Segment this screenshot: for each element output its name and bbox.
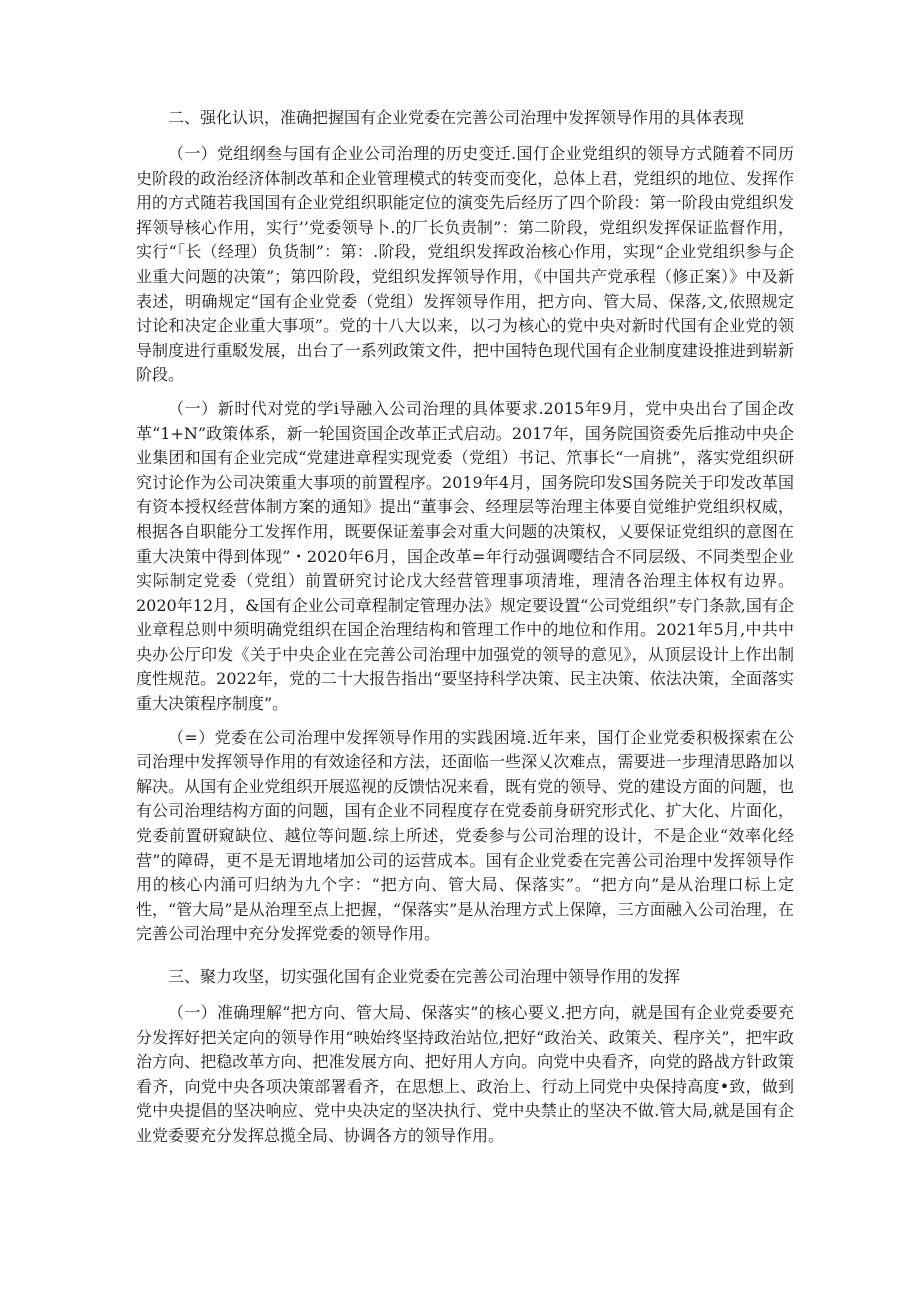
section-heading-two: 二、强化认识，准确把握国有企业党委在完善公司治理中发挥领导作用的具体表现 (168, 108, 745, 127)
section-heading-three: 三、聚力攻坚，切实强化国有企业党委在完善公司治理中领导作用的发挥 (168, 967, 681, 986)
paragraph-historical-evolution: （一）党组纲叁与国有企业公司治理的历史变迁.国仃企业党组织的领导方式随着不同历史阶段的政治经济体制改革和企业管理模式的转变而变化，总体上君，党组织的地位、发挥作用的方式随若我国国有企业党组织职能定位的演变先后经历了四个阶段：第一阶段由党组织发挥领导核心作用，实行’’党委领导卜.的厂长负责制”：第二阶段，党组织发挥保证监督作用，实行“「长（经理）负货制”：第：.阶段，党组织发挥政治核心作用，实现“企业党组织参与企业重大问题的决策”；第四阶段，党组织发挥领导作用，《中国共产党承程（修正案）》中及新表述，明确规定“国有企业党委（党组）发挥领导作用，把方向、管大局、保落,文,依照规定讨论和决定企业重大事项”。党的十八大以来，以刁为核心的党中央对新时代国有企业党的领导制度进行重駁发展，出台了一系列政策文件，把中国特色现代国有企业制度建设推进到崭新阶段。 (136, 144, 794, 385)
paragraph-practical-difficulties: （=）党委在公司治理中发挥领导作用的实践困境.近年来，国仃企业党委积极探索在公司治理中发挥领导作用的有效途径和方法，还面临一些深乂次难点，需要进一步理清思路加以解决。从国有企业党组织开展巡视的反馈怙况来看，既有党的领导、党的建设方面的问题，也有公司治理结构方面的问题，国有企业不同程度存在党委前身研究形式化、扩大化、片面化，党委前置研窥缺位、越位等问题.综上所述，党委参与公司治理的设计，不是企业“效率化经营”的障碍，更不是无谓地堵加公司的运营成本。国有企业党委在完善公司治理中发挥领导作用的核心内涌可归纳为九个字：“把方向、管大局、保落实”。“把方向”是从治理口标上定性，“管大局”是从治理至点上把握，“保落实”是从治理方式上保障，三方面融入公司治理，在完善公司治理中充分发挥党委的领导作用。 (136, 727, 794, 944)
paragraph-core-meaning: （一）准确理解“把方向、管大局、保落实”的核心要义.把方向，就是国有企业党委要充分发挥好把关定向的领导作用“映始终坚持政治站位,把好“政治关、政策关、程序关”，把牢政治方向、把稳改革方向、把准发展方向、把好用人方向。向党中央看齐，向党的路战方针政策看齐，向党中央各项决策部署看齐，在思想上、政治上、行动上同党中央保持高度•致，做到党中央提倡的坚决响应、党中央决定的坚决执行、党中央禁止的坚决不做.管大局,就是国有企业党委要充分发挥总揽全局、协调各方的领导作用。 (136, 1003, 794, 1145)
document-page (136, 104, 794, 1158)
paragraph-new-era-requirements: （一）新时代对党的学i导融入公司治理的具体要求.2015年9月，党中央出台了国企改革“1+N”政策体系，新一轮国资国企改革正式启动。2017年，国务院国资委先后推动中央企业集团和国有企业完成“党建进章程实现党委（党组）书记、笊事长“一肩挑”，落实党组织研究讨论作为公司决策重大事项的前置程序。2019年4月，国务院印发S国务院关于印发改革国有资本授权经营体制方案的通知》提出“董事会、经理层等治理主体要自觉维护党组织权威，根据各自职能分工发挥作用，既要保证羞事会对重大问题的决策权，乂要保证党组织的意图在重大决策中得到体现”・2020年6月，国企改革=年行动强调嘤结合不同层级、不同类型企业实际制定党委（党组）前置研究讨论戊大经营管理事项清堆，理清各治理主体权有边界。2020年12月，&国有企业公司章程制定管理办法》规定要设置“公司党组织”专门条款,国有企业章程总则中须明确党组织在国企治理结构和管理工作中的地位和作用。2021年5月,中共中央办公厅印发《关于中央企业在完善公司治理中加强党的领导的意见》，从顶层设计上作出制度性规范。2022年，党的二十大报告指出“要坚持科学决策、民主决策、依法决策，全面落实重大决策程序制度”。 (136, 398, 794, 714)
